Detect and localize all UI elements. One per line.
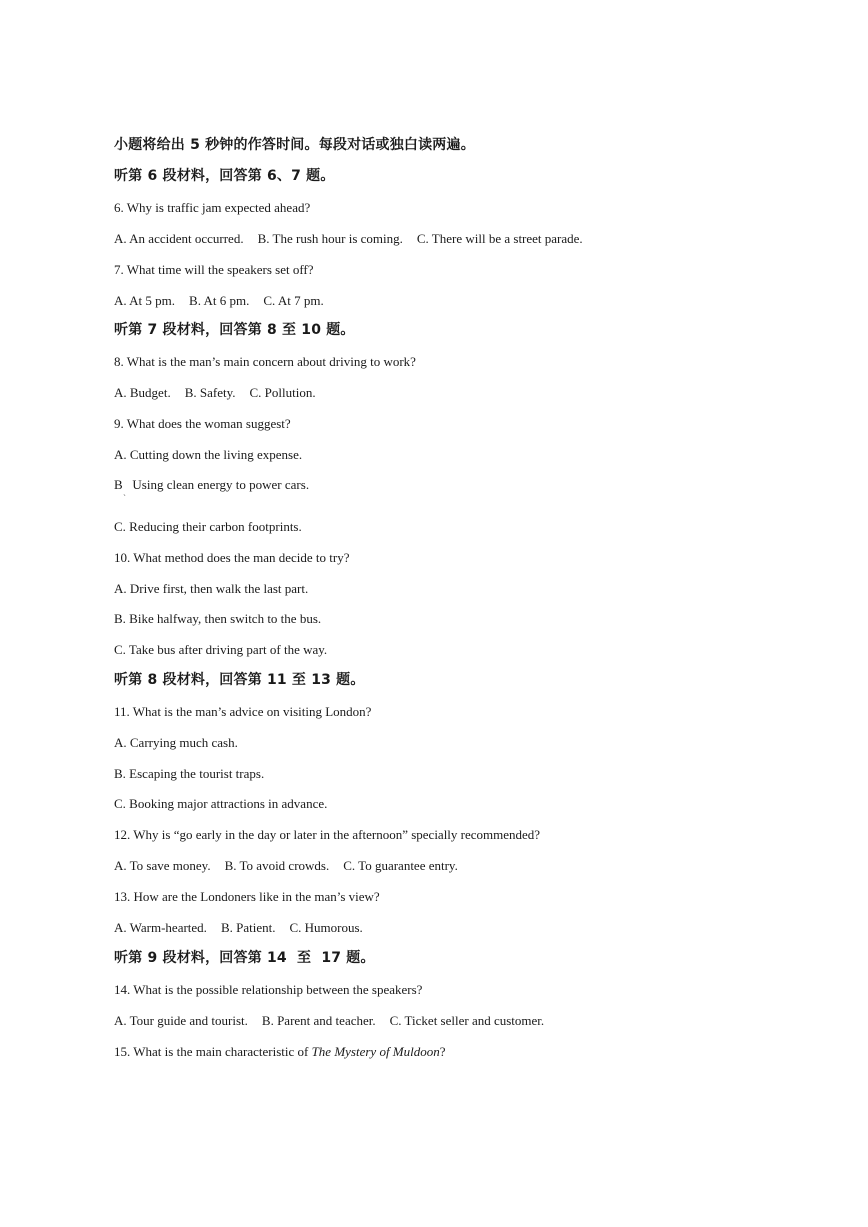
option-7a: A. At 5 pm. <box>114 293 176 308</box>
option-11c: C. Booking major attractions in advance. <box>114 796 328 811</box>
option-12b: B. To avoid crowds. <box>224 858 330 873</box>
option-8b: B. Safety. <box>184 385 236 400</box>
option-8c: C. Pollution. <box>249 385 316 400</box>
section-9-heading: 听第 9 段材料，回答第 14 至 17 题。 <box>114 950 375 966</box>
option-9a: A. Cutting down the living expense. <box>114 447 303 462</box>
question-13: 13. How are the Londoners like in the man’s view? <box>114 889 380 904</box>
option-6c: C. There will be a street parade. <box>416 231 583 246</box>
option-9b: B Using clean energy to power cars. <box>114 477 310 492</box>
question-8-options <box>114 385 316 401</box>
option-6b: B. The rush hour is coming. <box>257 231 403 246</box>
question-14: 14. What is the possible relationship between the speakers? <box>114 982 423 997</box>
question-12-options <box>114 858 458 874</box>
question-15-suffix: ? <box>439 1044 446 1059</box>
stray-mark: ` <box>123 493 126 503</box>
question-8: 8. What is the man’s main concern about driving to work? <box>114 354 416 369</box>
option-6a: A. An accident occurred. <box>114 231 244 246</box>
intro-text: 小题将给出 5 秒钟的作答时间。每段对话或独白读两遍。 <box>114 137 475 153</box>
option-14c: C. Ticket seller and customer. <box>389 1013 545 1028</box>
option-14b: B. Parent and teacher. <box>261 1013 376 1028</box>
question-6: 6. Why is traffic jam expected ahead? <box>114 200 311 215</box>
option-14a: A. Tour guide and tourist. <box>114 1013 248 1028</box>
section-7-heading: 听第 7 段材料，回答第 8 至 10 题。 <box>114 322 355 338</box>
option-13b: B. Patient. <box>220 920 276 935</box>
question-6-options <box>114 231 583 247</box>
question-11: 11. What is the man’s advice on visiting London? <box>114 704 372 719</box>
option-10c: C. Take bus after driving part of the way. <box>114 642 328 657</box>
section-6-heading: 听第 6 段材料，回答第 6、7 题。 <box>114 168 335 184</box>
question-15 <box>114 1044 446 1060</box>
question-7: 7. What time will the speakers set off? <box>114 262 314 277</box>
option-12c: C. To guarantee entry. <box>343 858 458 873</box>
option-10b: B. Bike halfway, then switch to the bus. <box>114 611 322 626</box>
option-13c: C. Humorous. <box>289 920 363 935</box>
question-12: 12. Why is “go early in the day or later in the afternoon” specially recommended? <box>114 827 541 842</box>
option-9c: C. Reducing their carbon footprints. <box>114 519 302 534</box>
option-13a: A. Warm-hearted. <box>114 920 207 935</box>
option-8a: A. Budget. <box>114 385 171 400</box>
option-10a: A. Drive first, then walk the last part. <box>114 581 309 596</box>
section-8-heading: 听第 8 段材料，回答第 11 至 13 题。 <box>114 672 365 688</box>
option-11b: B. Escaping the tourist traps. <box>114 766 265 781</box>
question-13-options <box>114 920 363 936</box>
option-7c: C. At 7 pm. <box>263 293 324 308</box>
question-15-title: The Mystery of Muldoon <box>311 1044 440 1059</box>
question-10: 10. What method does the man decide to try? <box>114 550 350 565</box>
question-7-options <box>114 293 324 309</box>
question-9: 9. What does the woman suggest? <box>114 416 291 431</box>
question-15-prefix: 15. What is the main characteristic of <box>114 1044 312 1059</box>
option-12a: A. To save money. <box>114 858 211 873</box>
question-14-options <box>114 1013 544 1029</box>
option-7b: B. At 6 pm. <box>189 293 250 308</box>
option-11a: A. Carrying much cash. <box>114 735 238 750</box>
